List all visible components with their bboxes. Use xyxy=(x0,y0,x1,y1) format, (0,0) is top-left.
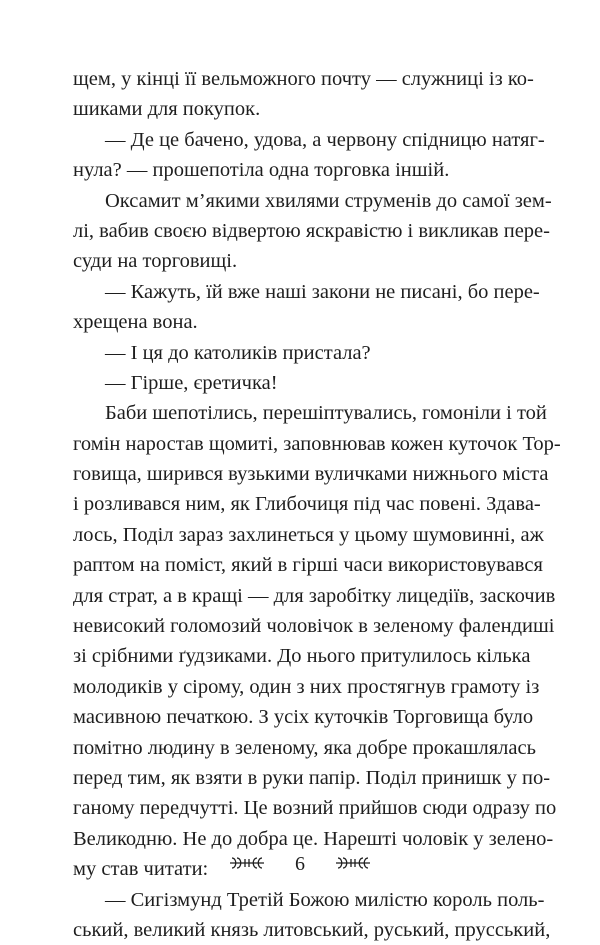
text-line: невисокий голомозий чоловічок в зеленому фалендиші xyxy=(73,615,555,638)
text-line: ганому передчутті. Це возний прийшов сюди одразу по xyxy=(73,797,557,820)
text-line: лось, Поділ зараз захлинеться у цьому шумовинні, аж xyxy=(73,523,544,546)
text-line: — Гірше, єретичка! xyxy=(105,371,278,394)
text-line: раптом на поміст, який в гірші часи використовувався xyxy=(73,554,543,577)
text-line: суди на торговищі. xyxy=(73,250,238,273)
text-line: — Кажуть, їй вже наші закони не писані, бо пере- xyxy=(105,280,540,303)
text-line: шиками для покупок. xyxy=(73,98,261,121)
text-line: говища, ширився вузькими вуличками нижнього міста xyxy=(73,463,549,486)
text-line: і розливався ним, як Глибочиця під час повені. Здава- xyxy=(73,493,541,516)
text-line: молодиків у сірому, один з них простягнув грамоту із xyxy=(73,675,540,698)
page-number: 6 xyxy=(295,852,305,875)
text-line: нула? — прошепотіла одна торговка іншій. xyxy=(73,159,450,182)
page-footer xyxy=(0,852,600,876)
text-line: помітно людину в зеленому, яка добре прокашлялась xyxy=(73,736,536,759)
text-line: — І ця до католиків пристала? xyxy=(105,341,371,364)
decorative-flourish-icon xyxy=(204,853,290,876)
text-line: — Де це бачено, удова, а червону спідницю натяг- xyxy=(105,128,545,151)
decorative-flourish-icon xyxy=(310,853,396,876)
text-line: щем, у кінці її вельможного почту — служниці із ко- xyxy=(73,68,534,90)
text-line: — Сигізмунд Третій Божою милістю король поль- xyxy=(105,888,545,911)
text-line: Оксамит м’якими хвилями струменів до самої зем- xyxy=(105,189,552,212)
text-line: перед тим, як взяти в руки папір. Поділ принишк у по- xyxy=(73,766,551,789)
text-line: му став читати: xyxy=(73,858,209,881)
text-line: Баби шепотілись, перешіптувались, гомоніли і той xyxy=(105,402,547,425)
page-body xyxy=(73,64,561,945)
text-line: для страт, а в кращі — для заробітку лицедіїв, заскочив xyxy=(73,584,556,607)
text-line: лі, вабив своєю відвертою яскравістю і викликав пере- xyxy=(73,219,550,242)
text-line: хрещена вона. xyxy=(73,311,198,334)
text-line: масивною печаткою. З усіх куточків Торговища було xyxy=(73,706,534,729)
text-line: гомін наростав щомиті, заповнював кожен куточок Тор- xyxy=(73,432,561,455)
text-line: ський, великий князь литовський, руський, прусський, xyxy=(73,918,551,941)
text-line: зі срібними ґудзиками. До нього притулилось кілька xyxy=(73,645,531,668)
text-line: Великодню. Не до добра це. Нарешті чоловік у зелено- xyxy=(73,827,554,850)
